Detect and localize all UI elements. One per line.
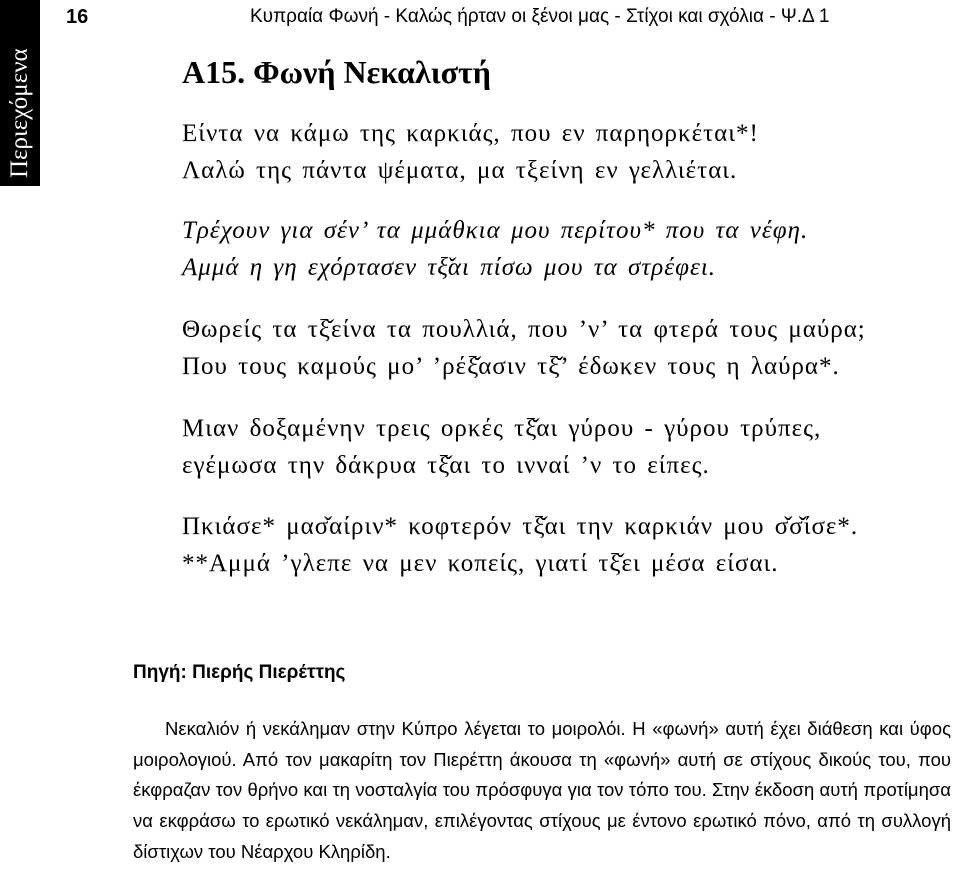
poem-line: Είντα να κάμω της καρκιάς, που εν παρηορκέται*! xyxy=(182,120,759,147)
sidebar xyxy=(0,0,60,892)
poem-line: Αμμά η γη εχόρτασεν τξ̌αι πίσω μου τα στρέφει. xyxy=(182,254,717,281)
source-heading: Πηγή: Πιερής Πιερέττης xyxy=(133,662,346,683)
poem-line: Λαλώ της πάντα ψέματα, μα τξείνη εν γελλιέται. xyxy=(182,157,738,184)
poem-line: εγέμωσα την δάκρυα τξ̌αι το ινναί ’ν το είπες. xyxy=(182,452,710,479)
commentary-paragraph: Νεκαλιόν ή νεκάλημαν στην Κύπρο λέγεται το μοιρολόι. Η «φωνή» αυτή έχει διάθεση και ύφος μοιρολογιού. Από τον μακαρίτη τον Πιερέττη άκουσα τη «φωνή» αυτή σε στίχους δικούς του, που έκφραζαν τον θρήνο και τη νοσταλγία του πρόσφυγα για τον τόπο του. Στην έκδοση αυτή προτίμησα να εκφράσω το ερωτικό νεκάλημαν, επιλέγοντας στίχους με έντονο ερωτικό πόνο, από τη συλλογή δίστιχων του Νέαρχου Κληρίδη. xyxy=(133,718,951,862)
stanza xyxy=(182,311,866,385)
page-number: 16 xyxy=(66,6,89,28)
stanza xyxy=(182,508,858,582)
contents-tab-label: Περιεχόμενα xyxy=(6,48,33,178)
poem-line: **Αμμά ’γλεπε να μεν κοπείς, γιατί τξ̌ει μέσα είσαι. xyxy=(182,550,779,577)
poem-line: Μιαν δοξαμένην τρεις ορκές τξ̌αι γύρου - γύρου τρύπες, xyxy=(182,415,822,442)
poem-title: Α15. Φωνή Νεκαλιστή xyxy=(182,54,491,90)
stanza xyxy=(182,212,808,286)
poem-line: Θωρείς τα τξ̌είνα τα πουλλιά, που ’ν’ τα φτερά τους μαύρα; xyxy=(182,316,866,343)
stanza xyxy=(182,410,821,484)
poem-line: Που τους καμούς μο’ ’ρέξ̌ασιν τξ̌’ έδωκεν τους η λαύρα*. xyxy=(182,353,840,380)
contents-tab[interactable] xyxy=(0,0,40,186)
stanza xyxy=(182,115,759,189)
poem-line: Τρέχουν για σέν’ τα μμάθκια μου περίτου* που τα νέφη. xyxy=(182,217,809,244)
running-header: Κυπραία Φωνή - Καλώς ήρταν οι ξένοι μας - Στίχοι και σχόλια - Ψ.Δ 1 xyxy=(250,6,830,27)
poem-line: Πκιάσε* μασ̌αίριν* κοφτερόν τξ̌αι την καρκιάν μου σ̌σ̌ίσε*. xyxy=(182,513,859,540)
